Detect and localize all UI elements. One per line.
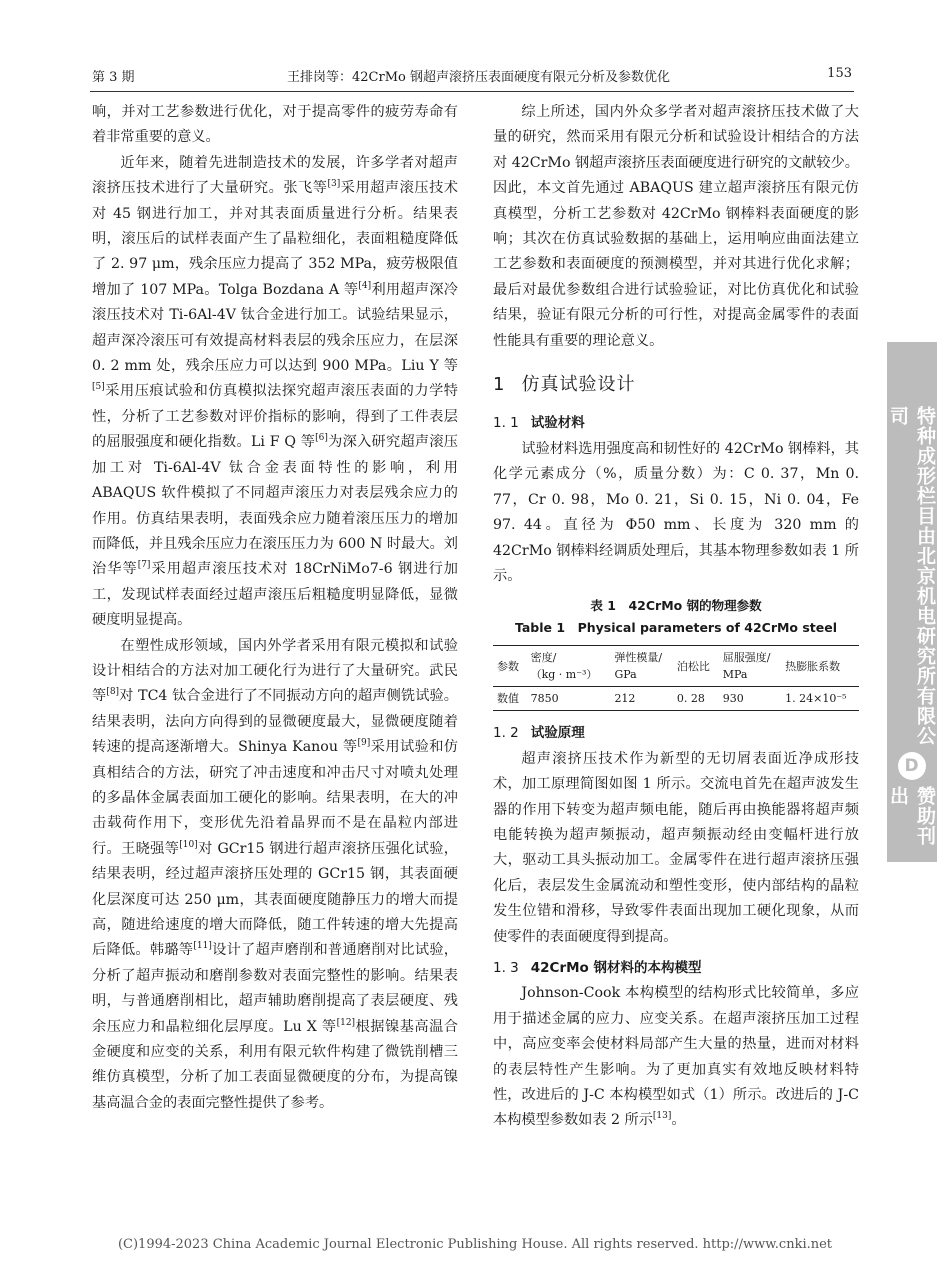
citation: [9]	[357, 738, 371, 749]
subsection-heading: 1. 2 试验原理	[493, 725, 585, 742]
table-cell: 1. 24×10⁻⁵	[781, 687, 859, 711]
paragraph: 综上所述，国内外众多学者对超声滚挤压技术做了大量的研究，然而采用有限元分析和试验设计相结合的方法对 42CrMo 钢超声滚挤压表面硬度进行研究的文献较少。因此，本文首先通过 ABAQUS 建立超声滚挤压有限元仿真模型，分析工艺参数对 42CrMo 钢棒料表面硬度的影响；其次在仿真试验数据的基础上，运用响应曲面法建立工艺参数和表面硬度的预测模型，并对其进行优化求解；最后对最优参数组合进行试验验证，对比仿真优化和试验结果，验证有限元分析的可行性，对提高金属零件的表面性能具有重要的理论意义。	[493, 104, 859, 349]
copyright-footer: (C)1994-2023 China Academic Journal Electronic Publishing House. All rights reserved. http://www.cnki.net	[117, 1237, 833, 1252]
table-header-cell: 泊松比	[676, 659, 710, 673]
table-row	[493, 687, 859, 711]
page-number: 153	[827, 66, 852, 81]
subsection-heading: 1. 1 试验材料	[493, 415, 585, 432]
header-rule	[90, 91, 854, 92]
paragraph: 试验材料选用强度高和韧性好的 42CrMo 钢棒料，其化学元素成分（%，质量分数）为：C 0. 37，Mn 0. 77，Cr 0. 98，Mo 0. 21，Si 0. 15，Ni 0. 04，Fe 97. 44。直径为 Φ50 mm、长度为 320 mm 的 42CrMo 钢棒料经调质处理后，其基本物理参数如表 1 所示。	[493, 440, 859, 584]
citation: [3]	[327, 179, 341, 190]
table-cell: 930	[719, 687, 781, 711]
issue-number: 第 3 期	[92, 70, 135, 85]
table-cell: 0. 28	[673, 687, 719, 711]
table-header-cell: 屈服强度/ MPa	[722, 651, 771, 682]
table-cell: 数值	[493, 687, 527, 711]
publisher-logo-icon: D	[898, 752, 926, 780]
table-cell: 212	[610, 687, 672, 711]
left-column	[92, 100, 458, 1116]
paragraph: 在塑性成形领域，国内外学者采用有限元模拟和试验设计相结合的方法对加工硬化行为进行了大量研究。武民等[8]对 TC4 钛合金进行了不同振动方向的超声侧铣试验。结果表明，法向方向得到的显微硬度最大，显微硬度随着转速的提高逐渐增大。Shinya Kanou 等[9]采用试验和仿真相结合的方法，研究了冲击速度和冲击尺寸对喷丸处理的多晶体金属表面加工硬化的影响。结果表明，在大的冲击载荷作用下，变形优先沿着晶界而不是在晶粒内部进行。王晓强等[10]对 GCr15 钢进行超声滚挤压强化试验，结果表明，经过超声滚挤压处理的 GCr15 钢，其表面硬化层深度可达 250 μm，其表面硬度随静压力的增大而提高，随进给速度的增大而降低，随工件转速的增大先提高后降低。韩璐等[11]设计了超声磨削和普通磨削对比试验，分析了超声振动和磨削参数对表面完整性的影响。结果表明，与普通磨削相比，超声辅助磨削提高了表层硬度、残余压应力和晶粒细化层厚度。Lu X 等[12]根据镍基高温合金硬度和应变的关系，利用有限元软件构建了微铣削槽三维仿真模型，分析了加工表面显微硬度的分布，为提高镍基高温合金的表面完整性提供了参考。	[92, 637, 458, 1111]
right-column	[493, 100, 859, 1134]
sponsor-text: 特种成形栏目由北京机电研究所有限公司 D 赞助刊出	[887, 406, 936, 847]
table-header-row	[493, 646, 859, 687]
citation: [4]	[358, 280, 372, 291]
citation: [11]	[193, 941, 212, 952]
running-header	[92, 66, 852, 88]
section-heading: 1 仿真试验设计	[493, 374, 636, 396]
citation: [8]	[106, 687, 120, 698]
paragraph: 响，并对工艺参数进行优化，对于提高零件的疲劳寿命有着非常重要的意义。	[92, 104, 458, 146]
table-header-cell: 参数	[497, 659, 519, 673]
citation: [10]	[179, 839, 198, 850]
table-header-cell: 热膨胀系数	[785, 659, 841, 673]
subsection-heading: 1. 3 42CrMo 钢材料的本构模型	[493, 959, 702, 976]
table-header-cell: 弹性模量/ GPa	[614, 651, 663, 682]
paragraph: 近年来，随着先进制造技术的发展，许多学者对超声滚挤压技术进行了大量研究。张飞等[3]采用超声滚压技术对 45 钢进行加工，并对其表面质量进行分析。结果表明，滚压后的试样表面产生了晶粒细化，表面粗糙度降低了 2. 97 μm，残余压应力提高了 352 MPa，疲劳极限值增加了 107 MPa。Tolga Bozdana A 等[4]利用超声深冷滚压技术对 Ti-6Al-4V 钛合金进行加工。试验结果显示，超声深冷滚压可有效提高材料表层的残余压应力，在层深 0. 2 mm 处，残余压应力可以达到 900 MPa。Liu Y 等[5]采用压痕试验和仿真模拟法探究超声滚压表面的力学特性，分析了工艺参数对评价指标的影响，得到了工件表层的屈服强度和硬化指数。Li F Q 等[6]为深入研究超声滚压加工对 Ti-6Al-4V 钛合金表面特性的影响，利用 ABAQUS 软件模拟了不同超声滚压力对表层残余应力的作用。仿真结果表明，表面残余应力随着滚压压力的增加而降低，并且残余压应力在滚压压力为 600 N 时最大。刘治华等[7]采用超声滚压技术对 18CrNiMo7-6 钢进行加工，发现试样表面经过超声滚压后粗糙度明显降低，显微硬度明显提高。	[92, 154, 458, 629]
table-caption: 表 1 42CrMo 钢的物理参数 Table 1 Physical parameters of 42CrMo steel	[514, 598, 838, 636]
citation: [12]	[336, 1017, 356, 1028]
running-title: 王排岗等：42CrMo 钢超声滚挤压表面硬度有限元分析及参数优化	[287, 70, 670, 85]
paragraph: Johnson-Cook 本构模型的结构形式比较简单，多应用于描述金属的应力、应变关系。在超声滚挤压加工过程中，高应变率会使材料局部产生大量的热量，进而对材料的表层特性产生影响。为了更加真实有效地反映材料特性，改进后的 J-C 本构模型如式（1）所示。改进后的 J-C 本构模型参数如表 2 所示[13]。	[493, 985, 859, 1129]
table-cell: 7850	[527, 687, 611, 711]
paragraph: 超声滚挤压技术作为新型的无切屑表面近净成形技术，加工原理简图如图 1 所示。交流电首先在超声波发生器的作用下转变为超声频电能，随后再由换能器将超声频电能转换为超声频振动，超声频振动经由变幅杆进行放大，驱动工具头振动加工。金属零件在进行超声滚挤压强化后，表层发生金属流动和塑性变形，使内部结构的晶粒发生位错和滑移，导致零件表面出现加工硬化现象，从而使零件的表面硬度得到提高。	[493, 750, 859, 945]
physical-parameters-table	[493, 645, 859, 711]
citation: [13]	[652, 1111, 672, 1122]
citation: [5]	[92, 382, 105, 393]
citation: [6]	[315, 433, 328, 444]
citation: [7]	[137, 560, 151, 571]
table-header-cell: 密度/ （kg · m⁻³）	[530, 651, 598, 682]
